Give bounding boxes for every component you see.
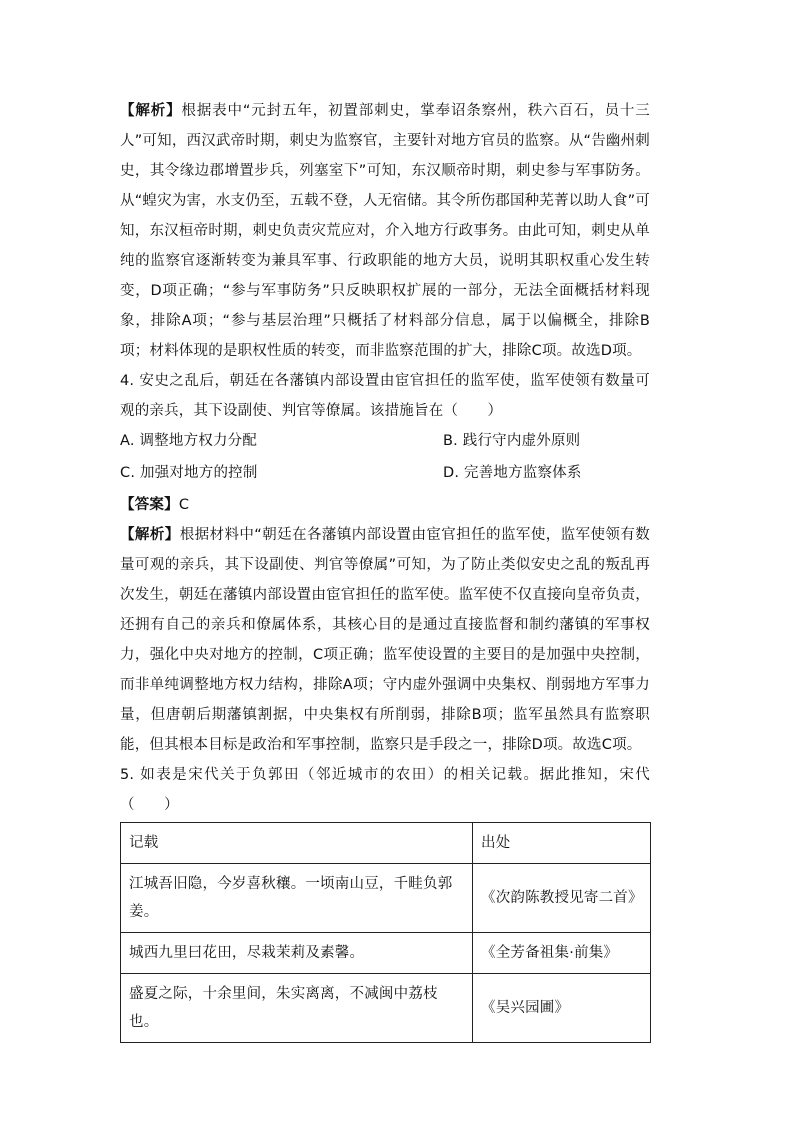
analysis-q3: [120, 96, 650, 366]
option-b: B. 践行守内虚外原则: [443, 433, 581, 449]
analysis-text: 根据材料中“朝廷在各藩镇内部设置由宦官担任的监军使，监军使领有数量可观的亲兵，其下设副使、判官等僚属”可知，为了防止类似安史之乱的叛乱再次发生，朝廷在藩镇内部设置由宦官担任的监军使。监军使不仅直接向皇帝负责，还拥有自己的亲兵和僚属体系，其核心目的是通过直接监督和制约藩镇的军事权力，强化中央对地方的控制，C项正确；监军使设置的主要目的是加强中央控制，而非单纯调整地方权力结构，排除A项；守内虚外强调中央集权、削弱地方军事力量，但唐朝后期藩镇割据，中央集权有所削弱，排除B项；监军虽然具有监察职能，但其根本目标是政治和军事控制，监察只是手段之一，排除D项。故选C项。: [120, 527, 650, 753]
analysis-tag: 【解析】: [120, 527, 180, 543]
answer-value: C: [178, 497, 190, 513]
analysis-text: 根据表中“元封五年，初置部刺史，掌奉诏条察州，秩六百石，员十三人”可知，西汉武帝时期，刺史为监察官，主要针对地方官员的监察。从“告幽州刺史，其令缘边郡增置步兵，列塞室下”可知，东汉顺帝时期，刺史参与军事防务。从“蝗灾为害，水支仍至，五载不登，人无宿储。其令所伤郡国种芜菁以助人食”可知，东汉桓帝时期，刺史负责灾荒应对，介入地方行政事务。由此可知，刺史从单纯的监察官逐渐转变为兼具军事、行政职能的地方大员，说明其职权重心发生转变，D项正确；“参与军事防务”只反映职权扩展的一部分，无法全面概括材料现象，排除A项；“参与基层治理”只概括了材料部分信息，属于以偏概全，排除B项；材料体现的是职权性质的转变，而非监察范围的扩大，排除C项。故选D项。: [120, 103, 650, 359]
answer-tag: 【答案】: [120, 497, 179, 513]
source-cell: 《次韵陈教授见寄二首》: [473, 864, 651, 933]
option-d: D. 完善地方监察体系: [443, 465, 582, 481]
analysis-q4: [120, 520, 650, 760]
record-cell: 盛夏之际，十余里间，朱实离离，不减闽中荔枝也。: [121, 974, 473, 1043]
question-4-answer: [120, 490, 650, 520]
option-a: A. 调整地方权力分配: [120, 433, 258, 449]
source-cell: 《全芳备祖集·前集》: [473, 933, 651, 974]
question-4-stem: 4. 安史之乱后，朝廷在各藩镇内部设置由宦官担任的监军使，监军使领有数量可观的亲兵，其下设副使、判官等僚属。该措施旨在（ ）: [120, 373, 650, 419]
question-4-options: [120, 426, 650, 490]
record-cell: 江城吾旧隐，今岁喜秋穰。一顷南山豆，千畦负郭姜。: [121, 864, 473, 933]
question-5-stem: 5. 如表是宋代关于负郭田（邻近城市的农田）的相关记载。据此推知，宋代（ ）: [120, 767, 650, 813]
source-cell: 《吴兴园圃》: [473, 974, 651, 1043]
table-row: [121, 974, 651, 1043]
analysis-tag: 【解析】: [120, 103, 182, 119]
table-row: [121, 933, 651, 974]
header-record: 记载: [121, 823, 473, 864]
table-header-row: [121, 823, 651, 864]
records-table: [120, 822, 651, 1043]
page-content: [120, 96, 650, 1043]
record-cell: 城西九里曰花田，尽栽茉莉及素馨。: [121, 933, 473, 974]
header-source: 出处: [473, 823, 651, 864]
option-c: C. 加强对地方的控制: [120, 465, 258, 481]
table-row: [121, 864, 651, 933]
